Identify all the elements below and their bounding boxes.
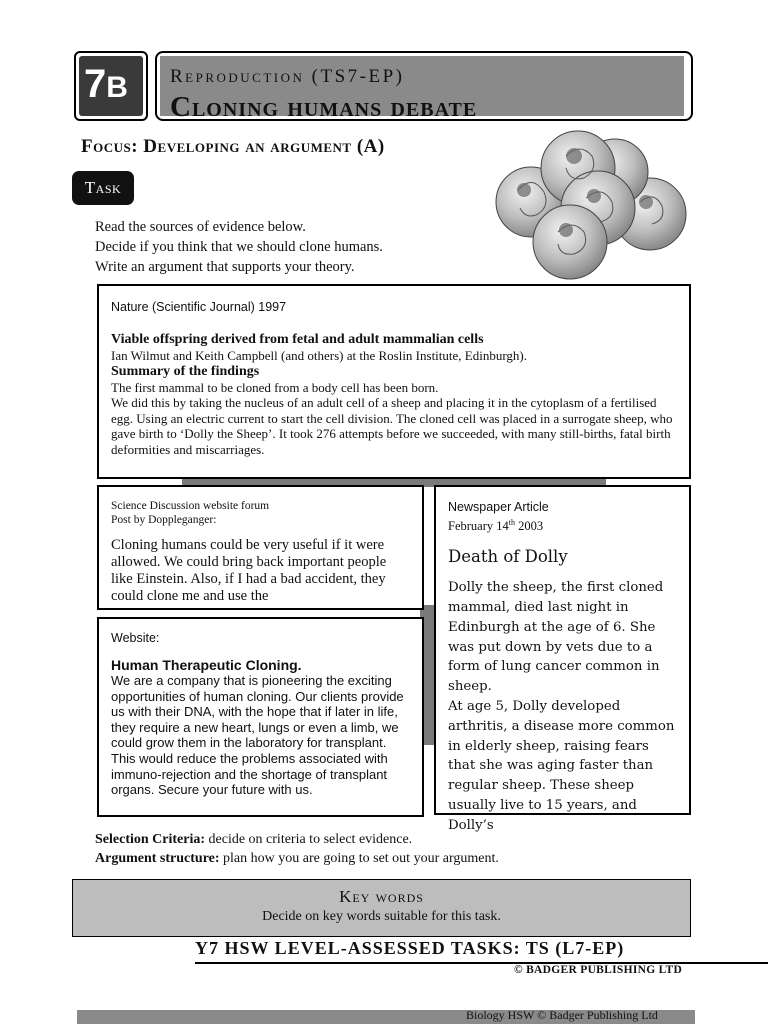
source-website-box	[97, 617, 424, 817]
selection-criteria: Selection Criteria: decide on criteria to select evidence.	[95, 832, 413, 847]
poster-name: Post by Doppleganger:	[111, 514, 217, 526]
source-label: Nature (Scientific Journal) 1997	[111, 300, 287, 314]
newspaper-paragraph-2: At age 5, Dolly developed arthritis, a disease more common in elderly sheep, raising fears that she was aging faster than regular sheep. These sheep usually live to 15 years, and Dolly’s	[448, 698, 675, 833]
key-words-box	[72, 879, 691, 937]
forum-post-text: Cloning humans could be very useful if it were allowed. We could bring back important people like Einstein. Also, if I had a bad accident, they could clone me and use the	[111, 537, 387, 604]
instruction-1: Read the sources of evidence below.	[95, 219, 306, 235]
focus-heading: Focus: Developing an argument (A)	[81, 136, 385, 157]
cloned-embryo-cells-icon	[490, 132, 690, 282]
website-heading: Human Therapeutic Cloning.	[111, 657, 302, 673]
unit-number: 7	[84, 62, 107, 106]
source-label: Newspaper Article	[448, 500, 549, 514]
unit-letter: B	[106, 71, 128, 104]
page-subtitle: Reproduction (TS7-EP)	[170, 66, 405, 87]
key-words-title: Key words	[339, 887, 424, 906]
instruction-3: Write an argument that supports your theory.	[95, 259, 355, 275]
task-label: Task	[72, 171, 134, 205]
footer-title: Y7 HSW LEVEL-ASSESSED TASKS: TS (L7-EP)	[195, 938, 625, 958]
bottom-credit: Biology HSW © Badger Publishing Ltd	[466, 1008, 658, 1022]
summary-heading: Summary of the findings	[111, 363, 260, 379]
article-authors: Ian Wilmut and Keith Campbell (and others) at the Roslin Institute, Edinburgh).	[111, 348, 528, 363]
source-nature-box	[97, 284, 691, 479]
page-title: Cloning humans debate	[170, 91, 478, 123]
source-forum-box	[97, 485, 424, 610]
summary-line: The first mammal to be cloned from a body cell has been born.	[111, 379, 439, 395]
article-date: February 14th 2003	[448, 518, 544, 534]
argument-structure: Argument structure: plan how you are going to set out your argument.	[95, 851, 499, 866]
title-banner	[155, 51, 693, 121]
source-label: Website:	[111, 631, 160, 645]
instruction-2: Decide if you think that we should clone humans.	[95, 239, 383, 255]
key-words-text: Decide on key words suitable for this task.	[262, 909, 501, 924]
source-newspaper-box	[434, 485, 691, 833]
publisher-credit: © BADGER PUBLISHING LTD	[514, 964, 683, 976]
unit-badge	[74, 51, 148, 121]
website-text: We are a company that is pioneering the exciting opportunities of human cloning. Our clients provide us with their DNA, with the hope that if later in life, they require a new heart, lungs or even a limb, we could grow them in the laboratory for transplant. This would reduce the problems associated with immuno-rejection and the shortage of transplant organs. Secure your future with us.	[111, 673, 404, 798]
newspaper-paragraph-1: Dolly the sheep, the first cloned mammal, died last night in Edinburgh at the age of 6. She was put down by vets due to a form of lung cancer common in sheep.	[448, 580, 664, 695]
newspaper-headline: Death of Dolly	[448, 547, 568, 567]
article-heading: Viable offspring derived from fetal and adult mammalian cells	[111, 332, 484, 347]
summary-body: We did this by taking the nucleus of an adult cell of a sheep and placing it in the cytoplasm of a fertilised egg. Using an electric current to start the cell division. The cloned cell was placed in a surrogate sheep, who gave birth to ‘Dolly the Sheep’. It took 276 attempts before we succeeded, with many still-births, fatal birth deformities and miscarriages.	[111, 395, 673, 457]
source-label: Science Discussion website forum	[111, 500, 270, 512]
